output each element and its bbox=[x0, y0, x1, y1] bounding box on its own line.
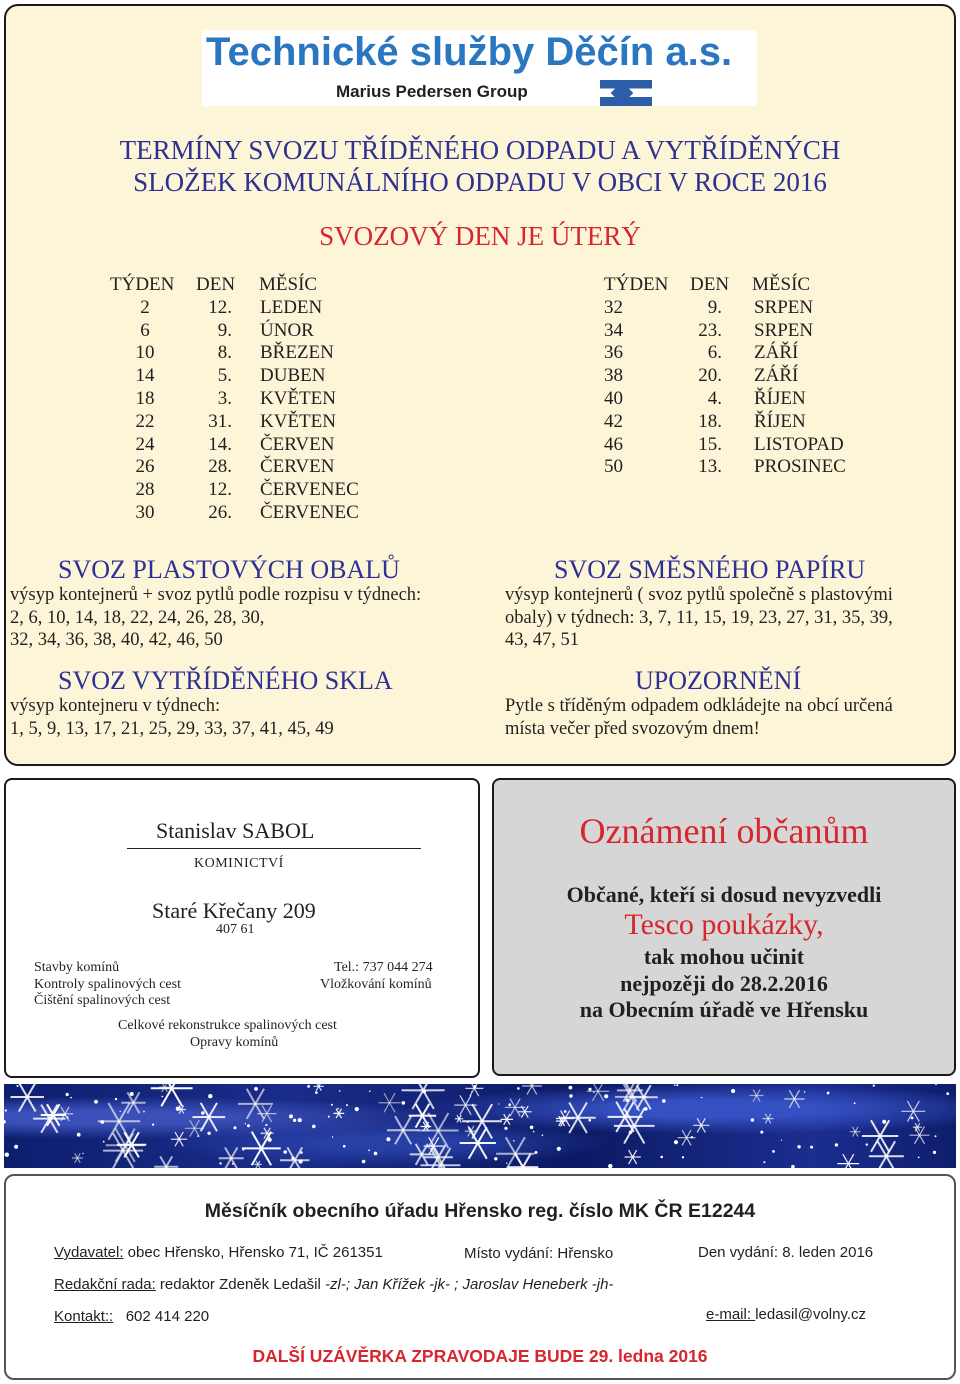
snow-dot bbox=[247, 1124, 250, 1127]
snow-dot bbox=[626, 1084, 627, 1085]
snow-dot bbox=[429, 1115, 430, 1116]
plastic-line: 32, 34, 36, 38, 40, 42, 46, 50 bbox=[10, 630, 223, 650]
snow-dot bbox=[508, 1103, 511, 1106]
citizen-notice bbox=[492, 778, 956, 1076]
schedule-week: 46 bbox=[604, 433, 623, 455]
snow-dot bbox=[781, 1140, 782, 1141]
logo-title: Technické služby Děčín a.s. bbox=[206, 30, 733, 74]
schedule-day: 28. bbox=[208, 456, 232, 478]
snowflake-icon bbox=[257, 1105, 277, 1122]
snow-dot bbox=[517, 1087, 520, 1090]
schedule-week: 36 bbox=[604, 342, 623, 364]
snowflake-icon bbox=[625, 1150, 641, 1164]
snow-dot bbox=[660, 1156, 663, 1159]
snow-dot bbox=[4, 1120, 6, 1124]
snow-dot bbox=[911, 1117, 914, 1120]
glass-text bbox=[10, 695, 334, 740]
schedule-week: 34 bbox=[604, 319, 623, 341]
page-title bbox=[0, 134, 960, 198]
snow-dot bbox=[386, 1137, 390, 1141]
snowflake-icon bbox=[171, 1132, 187, 1146]
schedule-month: ZÁŘÍ bbox=[754, 342, 799, 364]
publisher-label: Vydavatel: bbox=[54, 1244, 124, 1261]
snow-dot bbox=[791, 1165, 795, 1168]
schedule-day: 13. bbox=[698, 456, 722, 478]
snow-dot bbox=[362, 1160, 366, 1164]
schedule-week: 24 bbox=[135, 433, 155, 455]
snowflake-icon bbox=[913, 1123, 922, 1131]
schedule-week: 18 bbox=[135, 387, 155, 409]
schedule-row bbox=[0, 297, 960, 320]
snow-dot bbox=[644, 1107, 648, 1111]
notice-line: Občané, kteří si dosud nevyzvedli bbox=[566, 882, 882, 907]
snowflake-icon bbox=[402, 1084, 445, 1109]
snow-dot bbox=[312, 1125, 316, 1129]
company-logo bbox=[202, 30, 757, 106]
ad-phone: Tel.: 737 044 274 bbox=[334, 960, 433, 975]
schedule-row bbox=[0, 502, 420, 525]
schedule-day: 9. bbox=[707, 296, 722, 318]
schedule-month: BŘEZEN bbox=[260, 342, 334, 364]
schedule-row bbox=[0, 456, 960, 479]
snowflake-banner bbox=[4, 1084, 956, 1168]
snow-dot bbox=[918, 1157, 920, 1159]
ad-service: Kontroly spalinových cest bbox=[34, 976, 181, 992]
snowflake-icon bbox=[333, 1109, 344, 1118]
snowflake-icon bbox=[185, 1120, 204, 1137]
schedule-day: 9. bbox=[217, 319, 232, 341]
snow-dot bbox=[402, 1101, 406, 1105]
snow-dot bbox=[331, 1104, 333, 1106]
snow-dot bbox=[835, 1143, 838, 1146]
snowflake-icon bbox=[784, 1090, 804, 1108]
snow-dot bbox=[731, 1089, 735, 1093]
snowflake-icon bbox=[410, 1144, 434, 1165]
snowflake-icon bbox=[219, 1148, 244, 1169]
notice-title: Oznámení občanům bbox=[579, 811, 869, 851]
notice-line: nejpozěji do 28.2.2016 bbox=[620, 971, 828, 996]
schedule-row bbox=[0, 342, 960, 365]
board-label: Redakční rada: bbox=[54, 1276, 156, 1293]
schedule-day: 18. bbox=[698, 410, 722, 432]
snow-dot bbox=[604, 1094, 608, 1098]
schedule-row bbox=[0, 411, 960, 434]
snow-dot bbox=[423, 1115, 425, 1117]
header-week: TÝDEN bbox=[604, 274, 669, 295]
glass-line: výsyp kontejneru v týdnech: bbox=[10, 696, 221, 716]
snow-dot bbox=[101, 1120, 105, 1124]
snowflake-icon bbox=[693, 1118, 709, 1132]
paper-text bbox=[505, 584, 893, 652]
snow-dot bbox=[760, 1131, 763, 1134]
snow-dot bbox=[5, 1109, 7, 1111]
snow-dot bbox=[751, 1118, 754, 1121]
snow-dot bbox=[219, 1162, 221, 1164]
schedule-month: KVĚTEN bbox=[260, 410, 336, 432]
schedule-month: ČERVENEC bbox=[260, 501, 359, 523]
ad-service: Stavby komínů bbox=[34, 960, 120, 975]
snow-dot bbox=[176, 1107, 180, 1111]
schedule-week: 14 bbox=[135, 365, 155, 387]
snow-dot bbox=[197, 1135, 199, 1137]
schedule-day: 4. bbox=[707, 387, 722, 409]
schedule-day: 5. bbox=[217, 365, 232, 387]
schedule-day: 14. bbox=[208, 433, 232, 455]
contact-phone: 602 414 220 bbox=[125, 1308, 210, 1325]
warning-text bbox=[505, 695, 893, 740]
board-editor: redaktor Zdeněk Ledašil bbox=[155, 1276, 325, 1293]
snow-dot bbox=[120, 1111, 121, 1112]
schedule-month: LEDEN bbox=[260, 296, 323, 318]
snowflake-icon bbox=[587, 1084, 610, 1101]
snow-dot bbox=[289, 1114, 293, 1118]
email-link[interactable]: ledasil@volny.cz bbox=[755, 1306, 867, 1323]
schedule-row bbox=[0, 434, 960, 457]
schedule-day: 15. bbox=[698, 433, 722, 455]
email-label: e-mail: bbox=[706, 1306, 756, 1323]
notice-line: tak mohou učinit bbox=[643, 944, 805, 969]
schedule-week: 10 bbox=[135, 342, 155, 364]
snow-dot bbox=[208, 1094, 212, 1098]
snow-dot bbox=[873, 1085, 875, 1087]
schedule-month: ČERVEN bbox=[260, 433, 335, 455]
snow-dot bbox=[66, 1116, 68, 1118]
header-week: TÝDEN bbox=[110, 274, 175, 295]
schedule-day: 31. bbox=[208, 410, 232, 432]
snow-dot bbox=[629, 1131, 633, 1135]
footer-publisher bbox=[54, 1244, 383, 1261]
snowflake-icon bbox=[193, 1103, 226, 1131]
snowflake-pattern bbox=[4, 1084, 956, 1168]
schedule-month: ZÁŘÍ bbox=[754, 365, 799, 387]
schedule-week: 38 bbox=[604, 365, 623, 387]
snow-dot bbox=[161, 1096, 163, 1098]
snow-dot bbox=[946, 1092, 949, 1095]
schedule-day: 6. bbox=[707, 342, 722, 364]
schedule-right bbox=[0, 274, 960, 479]
snow-dot bbox=[474, 1085, 477, 1088]
snowflake-icon bbox=[505, 1099, 525, 1117]
header-day: DEN bbox=[196, 274, 236, 295]
snowflake-icon bbox=[72, 1153, 83, 1163]
schedule-week: 50 bbox=[604, 456, 623, 478]
snow-dot bbox=[662, 1099, 666, 1103]
schedule-week: 26 bbox=[135, 456, 155, 478]
schedule-row bbox=[0, 479, 420, 502]
snow-dot bbox=[935, 1135, 937, 1137]
snow-dot bbox=[827, 1092, 830, 1095]
warning-line: Pytle s tříděným odpadem odkládejte na obcí určená bbox=[505, 696, 893, 716]
snow-dot bbox=[207, 1132, 210, 1135]
snow-dot bbox=[588, 1088, 591, 1091]
glass-heading: SVOZ VYTŘÍDĚNÉHO SKLA bbox=[58, 666, 393, 695]
schedule-month: LISTOPAD bbox=[754, 433, 844, 455]
glass-line: 1, 5, 9, 13, 17, 21, 25, 29, 33, 37, 41, 45, 49 bbox=[10, 718, 334, 739]
schedule-header bbox=[0, 274, 960, 297]
snow-dot bbox=[513, 1140, 515, 1142]
snowflake-icon bbox=[242, 1132, 281, 1166]
snow-dot bbox=[265, 1124, 267, 1126]
snow-dot bbox=[498, 1103, 499, 1104]
snow-dot bbox=[569, 1086, 573, 1090]
snow-dot bbox=[332, 1136, 333, 1137]
snow-dot bbox=[130, 1092, 134, 1096]
ad-address: Staré Křečany 209 bbox=[152, 898, 316, 923]
snow-dot bbox=[676, 1084, 678, 1086]
snowflake-icon bbox=[387, 1116, 419, 1144]
schedule-week: 2 bbox=[140, 296, 150, 318]
schedule-month: ČERVENEC bbox=[260, 479, 359, 501]
plastic-line: 2, 6, 10, 14, 18, 22, 24, 26, 28, 30, bbox=[10, 607, 265, 628]
board-members: -zl-; Jan Křížek -jk- ; Jaroslav Heneberk -jh- bbox=[325, 1276, 614, 1293]
plastic-line: výsyp kontejnerů + svoz pytlů podle rozpisu v týdnech: bbox=[10, 585, 422, 605]
plastic-heading: SVOZ PLASTOVÝCH OBALŮ bbox=[58, 555, 400, 584]
snow-dot bbox=[682, 1156, 684, 1158]
snow-dot bbox=[17, 1085, 19, 1087]
snow-dot bbox=[608, 1164, 612, 1168]
title-line-1: TERMÍNY SVOZU TŘÍDĚNÉHO ODPADU A VYTŘÍDĚNÝCH bbox=[119, 135, 841, 165]
ad-repairs: Opravy komínů bbox=[190, 1035, 279, 1050]
snow-dot bbox=[854, 1102, 856, 1104]
schedule-week: 42 bbox=[604, 410, 623, 432]
snowflake-icon bbox=[254, 1161, 262, 1168]
snow-dot bbox=[935, 1084, 937, 1085]
snow-dot bbox=[797, 1145, 800, 1148]
snow-dot bbox=[533, 1131, 535, 1133]
schedule-month: KVĚTEN bbox=[260, 387, 336, 409]
snowflake-icon bbox=[314, 1084, 324, 1091]
publication-footer bbox=[4, 1174, 956, 1380]
snow-dot bbox=[339, 1090, 341, 1092]
title-line-2: SLOŽEK KOMUNÁLNÍHO ODPADU V OBCI V ROCE 2016 bbox=[133, 167, 827, 197]
schedule-week: 6 bbox=[140, 319, 150, 341]
snow-dot bbox=[337, 1108, 339, 1110]
snow-dot bbox=[232, 1163, 234, 1165]
warning-heading: UPOZORNĚNÍ bbox=[635, 666, 802, 695]
snow-dot bbox=[504, 1127, 507, 1130]
snow-dot bbox=[346, 1104, 348, 1106]
snowflake-icon bbox=[560, 1103, 595, 1134]
snowflake-icon bbox=[501, 1114, 513, 1125]
logo-subtitle: Marius Pedersen Group bbox=[336, 82, 528, 101]
ad-reconstruction: Celkové rekonstrukce spalinových cest bbox=[118, 1018, 337, 1033]
footer-board bbox=[54, 1276, 613, 1293]
footer-place: Místo vydání: Hřensko bbox=[464, 1245, 614, 1262]
snow-dot bbox=[245, 1123, 246, 1124]
snow-dot bbox=[425, 1130, 426, 1131]
schedule-week: 40 bbox=[604, 387, 623, 409]
plastic-text bbox=[10, 584, 421, 652]
snow-dot bbox=[315, 1091, 318, 1094]
snowflake-icon bbox=[455, 1115, 463, 1122]
snow-dot bbox=[283, 1150, 287, 1154]
snow-dot bbox=[70, 1097, 72, 1099]
schedule-day: 8. bbox=[217, 342, 232, 364]
snow-dot bbox=[564, 1110, 567, 1113]
snow-dot bbox=[772, 1150, 775, 1153]
snow-dot bbox=[343, 1145, 346, 1148]
header-month: MĚSÍC bbox=[752, 274, 811, 295]
paper-line: 43, 47, 51 bbox=[505, 630, 579, 650]
schedule-month: SRPEN bbox=[754, 296, 814, 318]
schedule-week: 22 bbox=[135, 410, 155, 432]
warning-line: místa večer před svozovým dnem! bbox=[505, 718, 760, 739]
footer-title: Měsíčník obecního úřadu Hřensko reg. číslo MK ČR E12244 bbox=[204, 1200, 756, 1222]
snow-dot bbox=[866, 1143, 868, 1145]
schedule-day: 3. bbox=[217, 387, 232, 409]
snow-dot bbox=[14, 1145, 18, 1149]
ad-services bbox=[34, 960, 181, 1010]
snow-dot bbox=[201, 1111, 204, 1114]
schedule-week: 28 bbox=[135, 479, 155, 501]
ad-service: Čištění spalinových cest bbox=[34, 993, 171, 1008]
snowflake-icon bbox=[11, 1084, 45, 1112]
snowflake-icon bbox=[850, 1127, 861, 1137]
snow-dot bbox=[535, 1151, 538, 1154]
schedule-row bbox=[0, 388, 960, 411]
schedule-week: 32 bbox=[604, 296, 623, 318]
snow-dot bbox=[506, 1163, 507, 1164]
ad-divider bbox=[127, 848, 421, 849]
snow-dot bbox=[66, 1093, 69, 1096]
snow-dot bbox=[77, 1133, 81, 1137]
snowflake-icon bbox=[910, 1127, 930, 1144]
notice-highlight: Tesco poukázky, bbox=[624, 908, 824, 941]
snow-dot bbox=[94, 1100, 98, 1104]
schedule-month: DUBEN bbox=[260, 365, 326, 387]
snow-dot bbox=[291, 1157, 294, 1160]
snow-dot bbox=[810, 1146, 813, 1149]
snow-dot bbox=[268, 1138, 272, 1142]
publisher-value: obec Hřensko, Hřensko 71, IČ 261351 bbox=[123, 1244, 383, 1261]
snow-dot bbox=[355, 1107, 359, 1111]
snow-dot bbox=[368, 1150, 370, 1152]
schedule-month: SRPEN bbox=[754, 319, 814, 341]
snow-dot bbox=[422, 1089, 426, 1093]
snow-dot bbox=[471, 1091, 472, 1092]
snow-dot bbox=[103, 1141, 105, 1143]
snow-dot bbox=[51, 1112, 53, 1114]
snow-dot bbox=[674, 1084, 676, 1086]
schedule-month: ÚNOR bbox=[260, 319, 314, 341]
snow-dot bbox=[5, 1153, 9, 1157]
snow-dot bbox=[626, 1098, 630, 1102]
snow-dot bbox=[542, 1135, 544, 1137]
snowflake-icon bbox=[454, 1095, 477, 1115]
snow-dot bbox=[467, 1122, 468, 1123]
schedule-day: 20. bbox=[698, 365, 722, 387]
snowflake-icon bbox=[750, 1089, 764, 1101]
contact-label: Kontakt:: bbox=[54, 1308, 114, 1325]
snowflake-icon bbox=[496, 1137, 534, 1168]
schedule-day: 23. bbox=[698, 319, 722, 341]
schedule-day: 26. bbox=[208, 501, 232, 523]
ad-lining: Vložkování komínů bbox=[320, 977, 432, 992]
collection-day: SVOZOVÝ DEN JE ÚTERÝ bbox=[319, 221, 641, 251]
schedule-month: PROSINEC bbox=[754, 456, 846, 478]
snow-dot bbox=[569, 1094, 572, 1097]
schedule-day: 12. bbox=[208, 479, 232, 501]
notice-line: na Obecním úřadě ve Hřensku bbox=[579, 997, 869, 1022]
snow-dot bbox=[530, 1126, 534, 1130]
header-month: MĚSÍC bbox=[259, 274, 318, 295]
snowflake-icon bbox=[460, 1127, 496, 1159]
schedule-row bbox=[0, 365, 960, 388]
snow-dot bbox=[254, 1087, 258, 1091]
snow-dot bbox=[152, 1124, 154, 1126]
snowflake-icon bbox=[151, 1084, 193, 1106]
chimney-sweep-ad bbox=[4, 778, 480, 1078]
snow-dot bbox=[763, 1161, 765, 1163]
schedule-row bbox=[0, 320, 960, 343]
snow-dot bbox=[882, 1120, 886, 1124]
footer-date: Den vydání: 8. leden 2016 bbox=[698, 1244, 874, 1261]
footer-email bbox=[706, 1306, 866, 1323]
ad-zip: 407 61 bbox=[216, 922, 255, 937]
snow-dot bbox=[674, 1140, 678, 1144]
schedule-day: 12. bbox=[208, 296, 232, 318]
snowflake-icon bbox=[522, 1084, 542, 1095]
snowflake-icon bbox=[837, 1154, 859, 1168]
footer-contact bbox=[54, 1308, 209, 1325]
snow-dot bbox=[299, 1159, 303, 1163]
ad-name: Stanislav SABOL bbox=[156, 818, 315, 843]
ad-trade: KOMINICTVÍ bbox=[194, 856, 284, 871]
schedule-month: ŘÍJEN bbox=[754, 387, 806, 409]
snow-dot bbox=[293, 1119, 296, 1122]
snowflake-icon bbox=[763, 1114, 774, 1124]
snow-dot bbox=[691, 1136, 693, 1138]
snow-dot bbox=[143, 1111, 145, 1113]
schedule-month: ŘÍJEN bbox=[754, 410, 806, 432]
snow-dot bbox=[242, 1149, 244, 1151]
snow-dot bbox=[298, 1118, 302, 1122]
snow-dot bbox=[261, 1133, 262, 1134]
schedule-month: ČERVEN bbox=[260, 456, 335, 478]
paper-heading: SVOZ SMĚSNÉHO PAPÍRU bbox=[554, 555, 866, 584]
snow-dot bbox=[374, 1152, 378, 1156]
snow-dot bbox=[804, 1091, 806, 1093]
snowflake-icon bbox=[378, 1093, 400, 1112]
paper-line: výsyp kontejnerů ( svoz pytlů společně s plastovými bbox=[505, 585, 893, 605]
snow-dot bbox=[557, 1147, 561, 1151]
snow-dot bbox=[307, 1085, 310, 1088]
snow-dot bbox=[82, 1153, 83, 1154]
snow-dot bbox=[588, 1119, 591, 1122]
snow-dot bbox=[701, 1097, 703, 1099]
snow-dot bbox=[593, 1092, 594, 1093]
snow-dot bbox=[328, 1116, 330, 1118]
snow-dot bbox=[234, 1126, 237, 1129]
snow-dot bbox=[369, 1091, 371, 1093]
schedule-week: 30 bbox=[135, 501, 155, 523]
footer-deadline: DALŠÍ UZÁVĚRKA ZPRAVODAJE BUDE 29. ledna 2016 bbox=[252, 1346, 708, 1366]
logo-flag-icon bbox=[600, 80, 652, 106]
snow-dot bbox=[115, 1098, 117, 1100]
snow-dot bbox=[300, 1151, 303, 1154]
header-day: DEN bbox=[690, 274, 730, 295]
paper-line: obaly) v týdnech: 3, 7, 11, 15, 19, 23, 27, 31, 35, 39, bbox=[505, 607, 893, 628]
snow-dot bbox=[494, 1157, 497, 1160]
snowflake-icon bbox=[154, 1156, 178, 1168]
snow-dot bbox=[933, 1151, 936, 1154]
